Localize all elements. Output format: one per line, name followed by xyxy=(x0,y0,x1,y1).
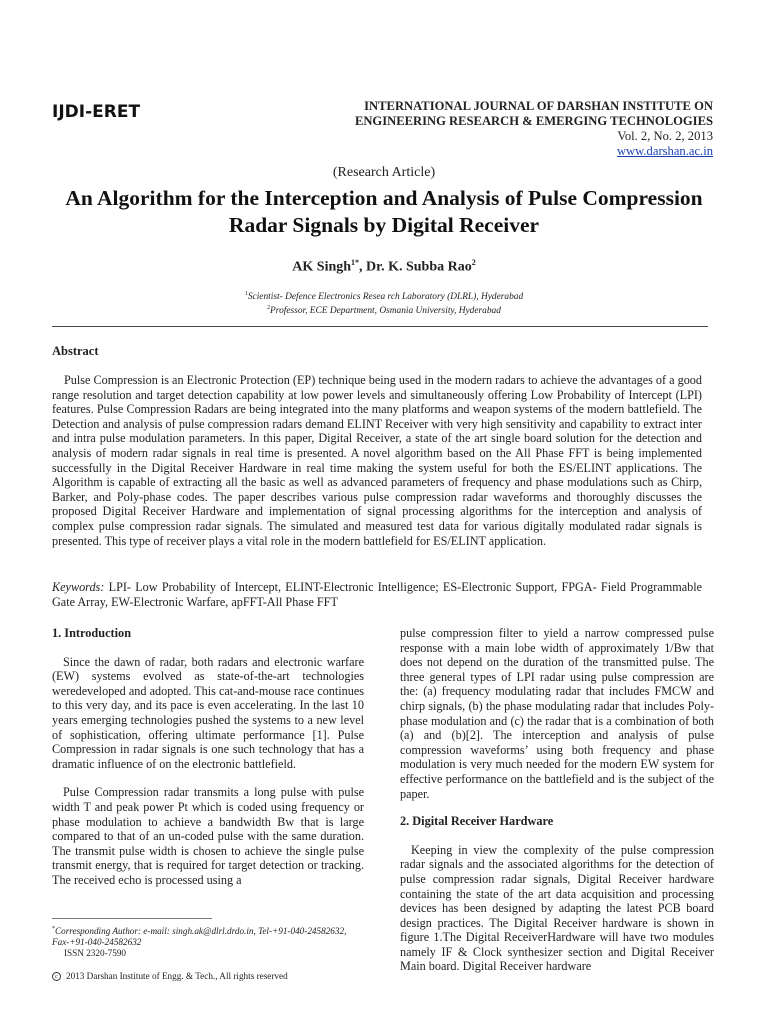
right-column xyxy=(400,626,714,974)
header-divider xyxy=(52,326,708,327)
affiliation-2-text: Professor, ECE Department, Osmania University, Hyderabad xyxy=(270,306,501,317)
abstract-body: Pulse Compression is an Electronic Protection (EP) technique being used in the modern radars to achieve the advantages of a good range resolution and target detection capability at low power levels and simultaneously offering Low Probability of Intercept (LPI) features. Pulse Compression Radars are being integrated into the many platforms and weapon systems of the modern battlefield. The Detection and analysis of pulse compression radars demand ELINT Receiver with very high sensitivity and capability to extract inter and intra pulse modulation parameters. In this paper, Digital Receiver, a state of the art single board solution for the detection and analysis of modern radar signals in real time is presented. A novel algorithm based on the All Phase FFT is being implemented successfully in the Digital Receiver Hardware in real time making the system useful for both the ES/ELINT applications. The Algorithm is capable of extracting all the basic as well as advanced parameters of frequency and phase modulations such as Chirp, Barker, and Poly-phase codes. The paper describes various pulse compression radar waveforms and thoroughly discusses the proposed Digital Receiver Hardware and implementation of signal processing algorithms for the interception and analysis of complex pulse compression radar signals. The simulated and measured test data for various digitally modulated radar signals is presented. This type of receiver plays a vital role in the modern battlefield for ES/ELINT application. xyxy=(52,373,702,548)
journal-brand: IJDI-ERET xyxy=(52,102,141,122)
abstract-heading: Abstract xyxy=(52,344,99,358)
hardware-paragraph-1: Keeping in view the complexity of the pulse compression radar signals and the associated algorithms for the detection of pulse compression radar signals, Digital Receiver hardware containing the state of the art data acquisition and processing devices has been designed by adapting the latest PCB board design practices. The Digital Receiver hardware is shown in figure 1.The Digital ReceiverHardware will have two modules namely IF & Clock synthesizer section and Digital Receiver Main board. Digital Receiver hardware xyxy=(400,842,714,974)
keywords xyxy=(52,580,702,609)
affiliation-2-marker: 2 xyxy=(267,305,271,312)
author-line xyxy=(0,258,768,276)
author-1: AK Singh xyxy=(292,259,352,275)
affiliation-1-text: Scientist- Defence Electronics Resea rch Laboratory (DLRL), Hyderabad xyxy=(247,292,524,303)
left-column xyxy=(52,626,364,888)
affiliation-2 xyxy=(0,303,768,317)
journal-header xyxy=(293,99,713,159)
paper-title: An Algorithm for the Interception and Analysis of Pulse Compression Radar Signals by Digital Receiver xyxy=(65,186,703,237)
footnote-divider xyxy=(52,918,212,919)
website-link[interactable]: www.darshan.ac.in xyxy=(616,144,713,158)
copyright-line xyxy=(52,971,288,981)
section-heading-introduction: 1. Introduction xyxy=(52,626,132,640)
keywords-text: LPI- Low Probability of Intercept, ELINT-Electronic Intelligence; ES-Electronic Support, FPGA- Field Programmable Gate Array, EW-Electronic Warfare, apFFT-All Phase FFT xyxy=(52,580,702,609)
copyright-icon: c xyxy=(52,972,61,981)
article-type: (Research Article) xyxy=(332,165,436,180)
intro-paragraph-continued: pulse compression filter to yield a narrow compressed pulse response with a main lobe width of approximately 1/Bw that does not depend on the duration of the transmitted pulse. The three general types of LPI radar using pulse compression are the: (a) frequency modulating radar that includes FMCW and chirp signals, (b) the phase modulating radar that includes Poly-phase modulation and (c) the radar that is a combination of both (a) and (b)[2]. The interception and analysis of pulse compression waveforms’ using both frequency and phase modulation is very much needed for the modern EW system for effective performance on the battlefield and is the subject of the paper. xyxy=(400,626,714,801)
journal-name-line1: INTERNATIONAL JOURNAL OF DARSHAN INSTITUTE ON xyxy=(364,99,713,113)
author-2-marker: 2 xyxy=(471,258,476,267)
volume-info: Vol. 2, No. 2, 2013 xyxy=(617,129,713,143)
issn: ISSN 2320-7590 xyxy=(64,948,127,958)
keywords-label: Keywords: xyxy=(52,580,105,594)
author-1-marker: 1* xyxy=(351,258,360,267)
footnote-text: Corresponding Author: e-mail: singh.ak@dlrl.drdo.in, Tel-+91-040-24582632, Fax-+91-040-24582632 xyxy=(52,926,347,948)
affiliation-1 xyxy=(0,289,768,303)
intro-paragraph-2: Pulse Compression radar transmits a long pulse with pulse width T and peak power Pt which is coded using frequency or phase modulation to achieve a bandwidth Bw that is large compared to that of an un-coded pulse with the same duration. The transmit pulse width is chosen to achieve the single pulse transmit energy, that is required for target detection or tracking. The received echo is processed using a xyxy=(52,785,364,887)
author-separator: , xyxy=(359,259,367,275)
footnote-marker: * xyxy=(52,926,55,932)
footnote xyxy=(52,924,364,949)
intro-paragraph-1: Since the dawn of radar, both radars and electronic warfare (EW) systems evolved as state-of-the-art technologies weredeveloped and adopted. This cat-and-mouse race continues to this very day, and its pace is even accelerating. In the last 10 years emerging technologies pushed the systems to a new level of sophistication, offering ultimate performance [1]. Pulse Compression in radar signals is one such technology that has a dramatic influence of on the electronic battlefield. xyxy=(52,654,364,771)
journal-name-line2: ENGINEERING RESEARCH & EMERGING TECHNOLOGIES xyxy=(354,114,713,128)
author-2: Dr. K. Subba Rao xyxy=(366,259,472,275)
section-heading-hardware: 2. Digital Receiver Hardware xyxy=(400,814,554,829)
affiliations xyxy=(0,289,768,317)
affiliation-1-marker: 1 xyxy=(244,291,248,297)
copyright-text: 2013 Darshan Institute of Engg. & Tech., All rights reserved xyxy=(66,971,288,981)
